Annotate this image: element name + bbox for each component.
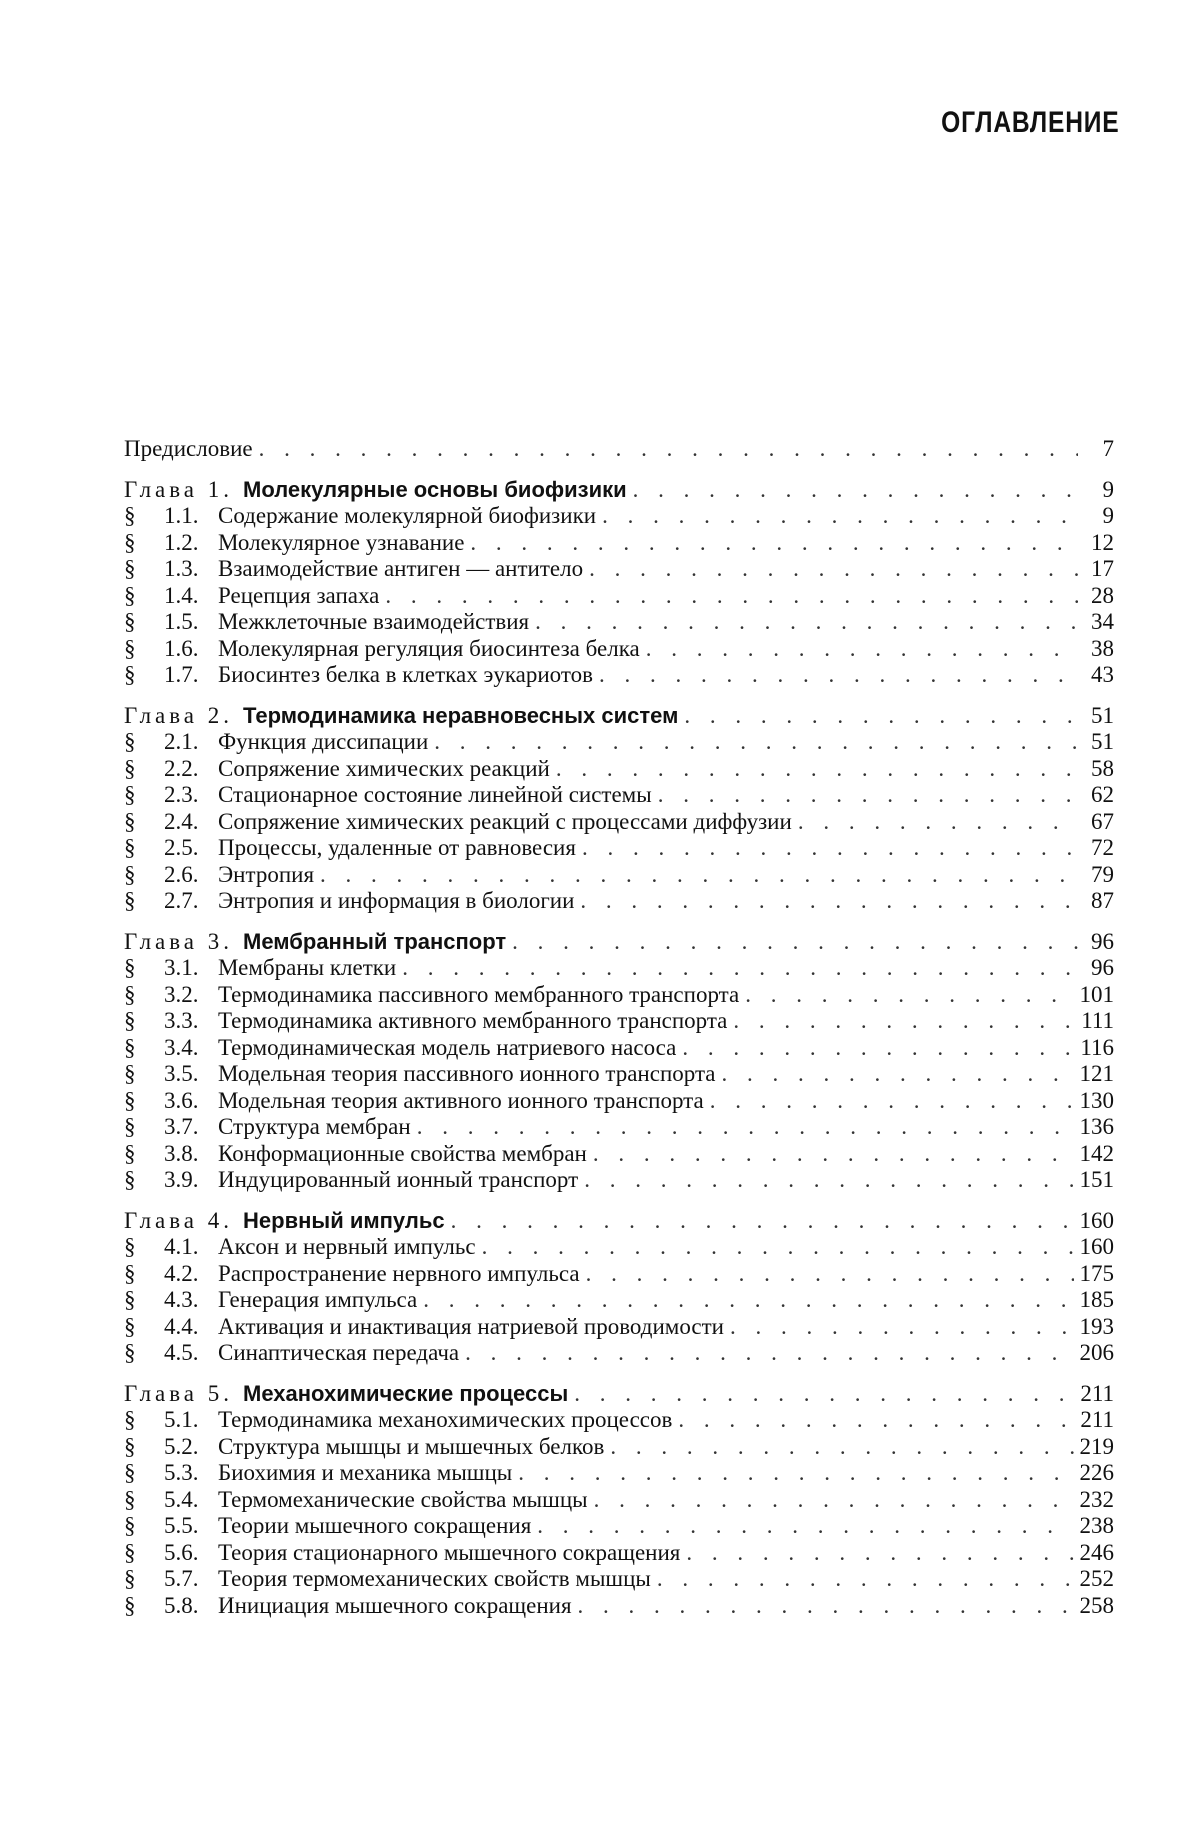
section-page: 17 (1091, 556, 1114, 581)
section-title: Теории мышечного сокращения (218, 1513, 532, 1538)
section-page: 185 (1079, 1287, 1114, 1312)
section-sign: § (124, 609, 136, 634)
section-number: 2.2. (164, 755, 199, 781)
section-page: 226 (1079, 1460, 1114, 1485)
section-sign: § (124, 1513, 136, 1538)
section-page: 175 (1079, 1260, 1114, 1286)
section-number: 1.5. (164, 609, 199, 634)
section-page: 67 (1091, 808, 1114, 834)
section-page: 79 (1091, 861, 1114, 887)
section-sign: § (124, 503, 136, 528)
toc-section[interactable] (124, 1460, 1114, 1487)
section-sign: § (124, 755, 136, 781)
section-number: 1.2. (164, 529, 199, 555)
toc-section[interactable] (124, 1407, 1114, 1434)
chapter-page: 211 (1080, 1380, 1114, 1406)
toc-section[interactable] (124, 1167, 1114, 1194)
toc-section[interactable] (124, 1035, 1114, 1062)
section-number: 3.9. (164, 1167, 199, 1192)
section-sign: § (124, 529, 136, 555)
leader-dots (320, 862, 1078, 889)
section-sign: § (124, 1340, 136, 1365)
section-sign: § (124, 808, 136, 834)
section-title: Молекулярное узнавание (218, 529, 465, 555)
section-title: Мембраны клетки (218, 955, 397, 980)
section-number: 3.8. (164, 1140, 199, 1166)
section-number: 5.4. (164, 1486, 199, 1512)
toc-section[interactable] (124, 609, 1114, 636)
section-page: 258 (1079, 1592, 1114, 1618)
toc-section[interactable] (124, 1061, 1114, 1088)
toc-section[interactable] (124, 1287, 1114, 1314)
leader-dots (470, 530, 1078, 557)
leader-dots (593, 1141, 1074, 1168)
section-page: 72 (1091, 835, 1114, 860)
section-title: Сопряжение химических реакций с процессами диффузии (218, 808, 792, 834)
section-sign: § (124, 1313, 136, 1339)
toc-section[interactable] (124, 1088, 1114, 1115)
section-number: 5.3. (164, 1460, 199, 1485)
leader-dots (451, 1208, 1074, 1235)
section-number: 2.3. (164, 782, 199, 807)
section-title: Конформационные свойства мембран (218, 1140, 587, 1166)
toc-section[interactable] (124, 1261, 1114, 1288)
leader-dots (678, 1407, 1074, 1434)
section-title: Активация и инактивация натриевой проводимости (218, 1313, 724, 1339)
section-title: Синаптическая передача (218, 1340, 460, 1365)
chapter-title: Нервный импульс (243, 1207, 445, 1233)
leader-dots (582, 835, 1078, 862)
chapter-page: 160 (1079, 1207, 1114, 1233)
section-number: 1.7. (164, 662, 199, 687)
section-title: Сопряжение химических реакций (218, 755, 550, 781)
leader-dots (710, 1088, 1074, 1115)
section-sign: § (124, 835, 136, 860)
section-sign: § (124, 1234, 136, 1259)
section-sign: § (124, 635, 136, 661)
toc-chapter-1[interactable] (124, 477, 1114, 504)
chapter-page: 9 (1102, 476, 1114, 502)
toc-section[interactable] (124, 556, 1114, 583)
toc-section[interactable] (124, 1540, 1114, 1567)
section-title: Энтропия и информация в биологии (218, 888, 575, 913)
leader-dots (574, 1381, 1074, 1408)
section-sign: § (124, 888, 136, 913)
toc-section[interactable] (124, 888, 1114, 915)
toc-chapter-2[interactable] (124, 703, 1114, 730)
leader-dots (584, 1167, 1073, 1194)
section-page: 160 (1079, 1234, 1114, 1259)
leader-dots (633, 477, 1078, 504)
section-page: 246 (1079, 1539, 1114, 1565)
toc-section[interactable] (124, 955, 1114, 982)
section-number: 5.2. (164, 1433, 199, 1459)
section-sign: § (124, 981, 136, 1007)
entry-title: Предисловие (124, 436, 253, 461)
section-sign: § (124, 1087, 136, 1113)
toc-entry-preface[interactable] (124, 436, 1114, 463)
section-page: 206 (1079, 1340, 1114, 1365)
toc-section[interactable] (124, 1141, 1114, 1168)
leader-dots (385, 583, 1078, 610)
section-number: 3.4. (164, 1034, 199, 1060)
section-title: Биохимия и механика мышцы (218, 1460, 513, 1485)
section-sign: § (124, 1140, 136, 1166)
section-sign: § (124, 662, 136, 687)
section-number: 5.7. (164, 1566, 199, 1591)
section-title: Модельная теория пассивного ионного транспорта (218, 1061, 716, 1086)
section-title: Термодинамика механохимических процессов (218, 1407, 673, 1432)
section-number: 4.3. (164, 1287, 199, 1312)
toc-section[interactable] (124, 835, 1114, 862)
section-sign: § (124, 1433, 136, 1459)
section-number: 1.1. (164, 503, 199, 528)
section-sign: § (124, 1061, 136, 1086)
toc-section[interactable] (124, 1314, 1114, 1341)
section-page: 28 (1091, 582, 1114, 608)
leader-dots (599, 662, 1078, 689)
leader-dots (537, 1513, 1073, 1540)
leader-dots (259, 436, 1078, 463)
section-page: 51 (1091, 729, 1114, 754)
leader-dots (686, 1540, 1073, 1567)
section-title: Термодинамическая модель натриевого насоса (218, 1034, 677, 1060)
leader-dots (465, 1340, 1073, 1367)
toc-section[interactable] (124, 1487, 1114, 1514)
leader-dots (556, 756, 1078, 783)
section-number: 2.5. (164, 835, 199, 860)
section-page: 9 (1102, 503, 1114, 528)
section-title: Процессы, удаленные от равновесия (218, 835, 576, 860)
toc-section[interactable] (124, 1008, 1114, 1035)
section-number: 2.1. (164, 729, 199, 754)
section-number: 5.8. (164, 1592, 199, 1618)
section-title: Структура мембран (218, 1114, 411, 1139)
section-number: 5.1. (164, 1407, 199, 1432)
leader-dots (657, 1566, 1074, 1593)
section-title: Взаимодействие антиген — антитело (218, 556, 584, 581)
section-sign: § (124, 556, 136, 581)
chapter-label: Глава 2. (124, 702, 234, 728)
chapter-page: 51 (1091, 702, 1114, 728)
page-title: ОГЛАВЛЕНИЕ (941, 106, 1120, 139)
section-title: Функция диссипации (218, 729, 429, 754)
section-title: Термодинамика пассивного мембранного транспорта (218, 981, 740, 1007)
section-title: Модельная теория активного ионного транспорта (218, 1087, 704, 1113)
leader-dots (417, 1114, 1074, 1141)
leader-dots (684, 703, 1078, 730)
section-page: 151 (1079, 1167, 1114, 1192)
leader-dots (602, 503, 1078, 530)
section-sign: § (124, 1486, 136, 1512)
leader-dots (658, 782, 1078, 809)
toc-section[interactable] (124, 782, 1114, 809)
leader-dots (586, 1261, 1074, 1288)
section-sign: § (124, 1407, 136, 1432)
section-sign: § (124, 1260, 136, 1286)
leader-dots (423, 1287, 1073, 1314)
section-number: 3.7. (164, 1114, 199, 1139)
leader-dots (434, 729, 1078, 756)
toc-chapter-5[interactable] (124, 1381, 1114, 1408)
section-number: 1.4. (164, 582, 199, 608)
section-page: 96 (1091, 955, 1114, 980)
toc-section[interactable] (124, 862, 1114, 889)
section-page: 193 (1079, 1313, 1114, 1339)
section-title: Стационарное состояние линейной системы (218, 782, 652, 807)
toc-section[interactable] (124, 1513, 1114, 1540)
chapter-title: Термодинамика неравновесных систем (243, 702, 679, 728)
toc-section[interactable] (124, 583, 1114, 610)
chapter-title: Молекулярные основы биофизики (243, 476, 627, 502)
leader-dots (580, 888, 1078, 915)
section-title: Теория стационарного мышечного сокращения (218, 1539, 681, 1565)
toc-section[interactable] (124, 636, 1114, 663)
section-page: 121 (1079, 1061, 1114, 1086)
section-number: 1.3. (164, 556, 199, 581)
section-page: 87 (1091, 888, 1114, 913)
section-number: 2.7. (164, 888, 199, 913)
section-page: 136 (1079, 1114, 1114, 1139)
chapter-title: Механохимические процессы (243, 1380, 569, 1406)
leader-dots (518, 1460, 1073, 1487)
section-sign: § (124, 1287, 136, 1312)
section-number: 5.5. (164, 1513, 199, 1538)
section-page: 211 (1080, 1407, 1114, 1432)
section-number: 3.2. (164, 981, 199, 1007)
section-sign: § (124, 1008, 136, 1033)
toc-section[interactable] (124, 1434, 1114, 1461)
section-number: 3.6. (164, 1087, 199, 1113)
section-title: Межклеточные взаимодействия (218, 609, 530, 634)
leader-dots (402, 955, 1078, 982)
section-title: Индуцированный ионный транспорт (218, 1167, 579, 1192)
toc-section[interactable] (124, 729, 1114, 756)
leader-dots (745, 982, 1073, 1009)
leader-dots (512, 929, 1078, 956)
toc-section[interactable] (124, 503, 1114, 530)
leader-dots (610, 1434, 1073, 1461)
section-page: 116 (1080, 1034, 1114, 1060)
leader-dots (798, 809, 1078, 836)
section-page: 219 (1079, 1433, 1114, 1459)
section-title: Рецепция запаха (218, 582, 380, 608)
section-title: Аксон и нервный импульс (218, 1234, 476, 1259)
table-of-contents (124, 436, 1114, 1619)
section-page: 58 (1091, 755, 1114, 781)
chapter-page: 96 (1091, 928, 1114, 954)
section-sign: § (124, 955, 136, 980)
section-sign: § (124, 1034, 136, 1060)
section-number: 3.5. (164, 1061, 199, 1086)
toc-section[interactable] (124, 982, 1114, 1009)
section-page: 252 (1079, 1566, 1114, 1591)
section-number: 4.4. (164, 1313, 199, 1339)
section-sign: § (124, 1167, 136, 1192)
section-number: 3.1. (164, 955, 199, 980)
section-sign: § (124, 582, 136, 608)
section-title: Термомеханические свойства мышцы (218, 1486, 588, 1512)
section-number: 4.1. (164, 1234, 199, 1259)
section-number: 4.5. (164, 1340, 199, 1365)
section-number: 5.6. (164, 1539, 199, 1565)
section-number: 4.2. (164, 1260, 199, 1286)
section-page: 238 (1079, 1513, 1114, 1538)
chapter-label: Глава 4. (124, 1207, 234, 1233)
section-page: 142 (1079, 1140, 1114, 1166)
toc-section[interactable] (124, 756, 1114, 783)
chapter-title: Мембранный транспорт (243, 928, 507, 954)
chapter-label: Глава 5. (124, 1380, 234, 1406)
section-page: 111 (1081, 1008, 1114, 1033)
section-number: 2.4. (164, 808, 199, 834)
section-title: Биосинтез белка в клетках эукариотов (218, 662, 593, 687)
section-number: 2.6. (164, 861, 199, 887)
section-page: 38 (1091, 635, 1114, 661)
section-page: 34 (1091, 609, 1114, 634)
section-title: Энтропия (218, 861, 315, 887)
leader-dots (578, 1593, 1074, 1620)
section-number: 3.3. (164, 1008, 199, 1033)
section-title: Распространение нервного импульса (218, 1260, 580, 1286)
toc-section[interactable] (124, 662, 1114, 689)
section-page: 62 (1091, 782, 1114, 807)
leader-dots (589, 556, 1078, 583)
toc-section[interactable] (124, 530, 1114, 557)
section-title: Инициация мышечного сокращения (218, 1592, 572, 1618)
chapter-label: Глава 1. (124, 476, 234, 502)
leader-dots (594, 1487, 1074, 1514)
leader-dots (733, 1008, 1075, 1035)
toc-section[interactable] (124, 1340, 1114, 1367)
section-sign: § (124, 782, 136, 807)
section-title: Структура мышцы и мышечных белков (218, 1433, 605, 1459)
section-sign: § (124, 729, 136, 754)
section-sign: § (124, 1566, 136, 1591)
toc-section[interactable] (124, 1566, 1114, 1593)
section-title: Генерация импульса (218, 1287, 418, 1312)
toc-section[interactable] (124, 809, 1114, 836)
section-sign: § (124, 1114, 136, 1139)
section-title: Молекулярная регуляция биосинтеза белка (218, 635, 640, 661)
leader-dots (730, 1314, 1074, 1341)
section-sign: § (124, 861, 136, 887)
section-title: Теория термомеханических свойств мышцы (218, 1566, 651, 1591)
toc-chapter-3[interactable] (124, 929, 1114, 956)
toc-section[interactable] (124, 1593, 1114, 1620)
section-page: 43 (1091, 662, 1114, 687)
section-sign: § (124, 1460, 136, 1485)
toc-chapter-4[interactable] (124, 1208, 1114, 1235)
section-page: 101 (1079, 981, 1114, 1007)
toc-section[interactable] (124, 1114, 1114, 1141)
section-page: 12 (1091, 529, 1114, 555)
section-page: 130 (1079, 1087, 1114, 1113)
section-title: Содержание молекулярной биофизики (218, 503, 597, 528)
section-sign: § (124, 1539, 136, 1565)
leader-dots (682, 1035, 1074, 1062)
toc-section[interactable] (124, 1234, 1114, 1261)
leader-dots (646, 636, 1078, 663)
chapter-label: Глава 3. (124, 928, 234, 954)
leader-dots (722, 1061, 1074, 1088)
leader-dots (482, 1234, 1074, 1261)
section-sign: § (124, 1592, 136, 1618)
leader-dots (535, 609, 1078, 636)
entry-page: 7 (1102, 436, 1114, 461)
section-title: Термодинамика активного мембранного транспорта (218, 1008, 728, 1033)
section-page: 232 (1079, 1486, 1114, 1512)
section-number: 1.6. (164, 635, 199, 661)
